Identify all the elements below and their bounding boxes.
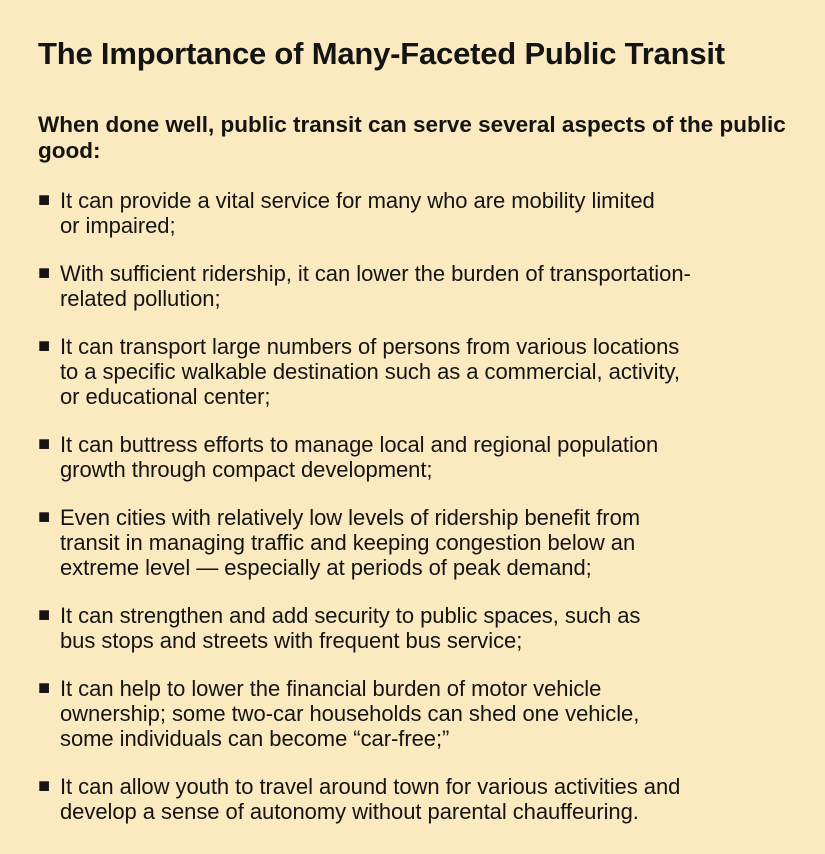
list-item-text: It can allow youth to travel around town for various activities and develop a sense of autonomy without parental chauffeuring. [60, 774, 681, 824]
list-item [38, 603, 803, 653]
list-item-text: Even cities with relatively low levels of ridership benefit from transit in managing traffic and keeping congestion below an extreme level — especially at periods of peak demand; [60, 505, 641, 580]
list-item [38, 188, 803, 238]
square-bullet-icon: ■ [38, 335, 51, 357]
intro-text: When done well, public transit can serve several aspects of the public good: [38, 112, 786, 163]
square-bullet-icon: ■ [38, 433, 51, 455]
square-bullet-icon: ■ [38, 262, 51, 284]
list-item [38, 261, 803, 311]
list-item [38, 432, 803, 482]
square-bullet-icon: ■ [38, 677, 51, 699]
list-item-text: It can buttress efforts to manage local and regional population growth through compact development; [60, 432, 659, 482]
list-item-text: With sufficient ridership, it can lower the burden of transportation- related pollution; [60, 261, 691, 311]
square-bullet-icon: ■ [38, 775, 51, 797]
square-bullet-icon: ■ [38, 506, 51, 528]
list-item-text: It can transport large numbers of persons from various locations to a specific walkable destination such as a commercial, activity, or educational center; [60, 334, 680, 409]
list-item-text: It can help to lower the financial burden of motor vehicle ownership; some two-car households can shed one vehicle, some individuals can become “car-free;” [60, 676, 640, 751]
list-item [38, 676, 803, 751]
square-bullet-icon: ■ [38, 604, 51, 626]
list-item-text: It can provide a vital service for many who are mobility limited or impaired; [60, 188, 655, 238]
panel-title: The Importance of Many-Faceted Public Transit [38, 36, 725, 71]
benefit-list [38, 188, 803, 824]
list-item [38, 505, 803, 580]
list-item-text: It can strengthen and add security to public spaces, such as bus stops and streets with frequent bus service; [60, 603, 641, 653]
list-item [38, 334, 803, 409]
square-bullet-icon: ■ [38, 189, 51, 211]
list-item [38, 774, 803, 824]
